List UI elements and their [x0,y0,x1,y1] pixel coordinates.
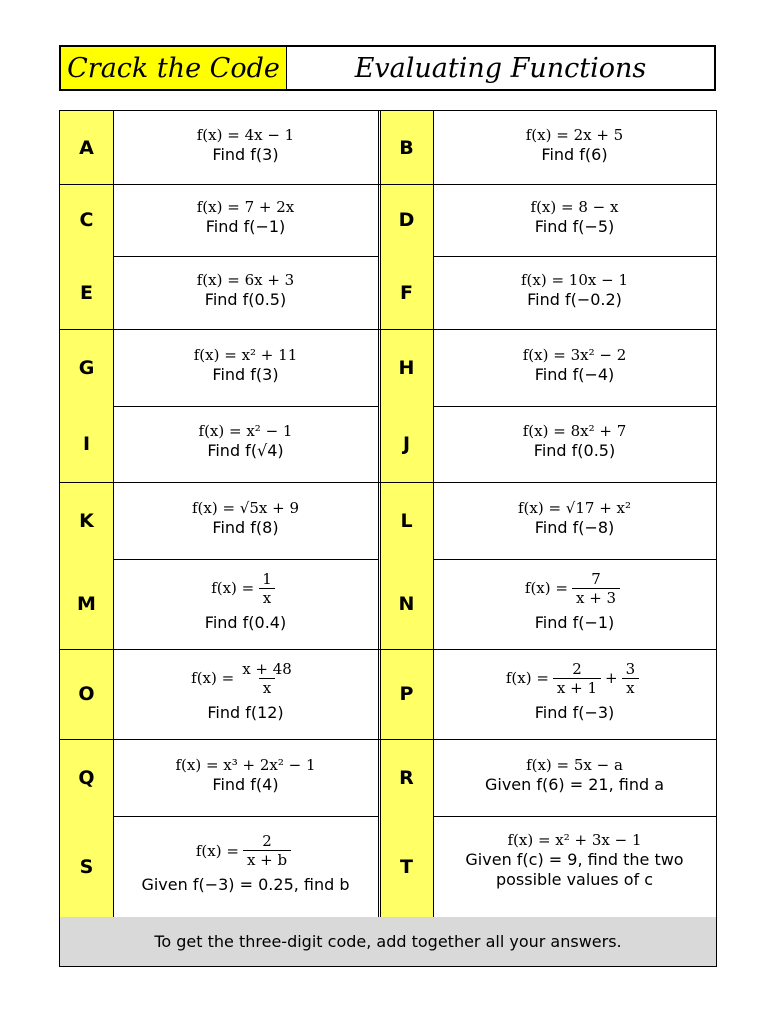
task-text: Find f(12) [207,702,284,722]
letter-f: F [400,281,413,304]
fraction [238,660,296,697]
letter-o: O [78,683,95,705]
evaluating-functions-title: Evaluating Functions [286,45,716,91]
question-d [433,184,716,256]
fraction [572,570,620,607]
letter-h: H [398,356,415,379]
task-text: Find f(3) [212,364,279,384]
letter-q: Q [78,766,95,789]
function-lhs: f(x) = [505,669,549,687]
question-t [433,816,716,917]
letter-m: M [77,593,96,615]
denominator: x + 3 [572,588,620,607]
letter-k: K [79,509,94,532]
fraction [622,660,640,697]
fraction [243,832,291,869]
question-m [113,559,378,649]
question-r [433,739,716,816]
crack-the-code-title: Crack the Code [59,45,288,91]
question-c [113,184,378,256]
task-text: Find f(−5) [534,217,615,236]
question-q [113,739,378,816]
task-text: Find f(3) [212,144,279,164]
task-text: Given f(−3) = 0.25, find b [141,875,350,894]
task-text: Find f(−3) [534,702,615,722]
task-text: Find f(4) [212,774,279,794]
task-text: Find f(√4) [207,441,284,460]
letter-p: P [399,683,414,705]
question-o [113,649,378,739]
function-definition: f(x) = x² + 3x − 1 [507,830,642,849]
function-definition: f(x) = 2x + 5 [525,125,624,144]
function-lhs: f(x) = [191,669,235,687]
divider [378,111,379,917]
letter-g: G [78,356,95,379]
letter-j: J [402,433,411,455]
task-text: Find f(8) [212,517,279,537]
letter-d: D [398,209,415,231]
question-e [113,256,378,329]
letter-e: E [80,281,93,304]
letter-a: A [79,136,94,159]
function-definition: f(x) = 8 − x [530,198,619,216]
letter-t: T [400,855,413,878]
denominator: x [259,588,275,607]
denominator: x + 1 [553,678,601,697]
task-text: Find f(−8) [534,517,615,537]
function-definition [506,660,643,697]
denominator: x [622,678,638,697]
question-l [433,482,716,559]
letter-l: L [400,509,413,532]
function-definition: f(x) = 10x − 1 [520,270,628,289]
question-n [433,559,716,649]
denominator: x [259,678,275,697]
task-text: possible values of c [495,869,654,889]
function-definition: f(x) = 3x² − 2 [522,345,627,364]
task-text: Find f(0.5) [533,441,616,460]
function-definition: f(x) = 7 + 2x [196,198,295,216]
footer-instruction: To get the three-digit code, add together all your answers. [60,917,716,966]
function-lhs: f(x) = [211,579,255,597]
numerator: 2 [572,659,582,678]
question-i [113,406,378,482]
numerator: 2 [262,832,272,850]
numerator: 3 [625,659,636,678]
function-definition: f(x) = 8x² + 7 [522,422,627,440]
question-g [113,329,378,406]
question-h [433,329,716,406]
plus-sign: + [605,669,618,687]
numerator: 1 [262,569,272,588]
function-lhs: f(x) = [524,579,568,597]
function-definition [211,570,280,607]
task-text: Given f(c) = 9, find the two [465,849,684,869]
task-text: Find f(−4) [534,364,615,384]
denominator: x + b [243,850,291,869]
function-definition [191,660,300,697]
task-text: Find f(0.5) [204,289,287,309]
task-text: Find f(−1) [205,217,286,236]
function-definition [525,570,624,607]
question-p [433,649,716,739]
fraction [258,570,276,607]
function-definition: f(x) = x³ + 2x² − 1 [175,755,316,774]
question-b [433,111,716,184]
letter-n: N [398,593,415,615]
function-definition: f(x) = √5x + 9 [191,498,300,517]
task-text: Find f(6) [541,144,608,164]
function-definition: f(x) = 5x − a [526,755,623,774]
task-text: Given f(6) = 21, find a [484,774,665,794]
numerator: x + 48 [242,659,292,678]
function-lhs: f(x) = [195,841,239,860]
letter-b: B [399,136,414,159]
function-definition: f(x) = √17 + x² [517,498,632,517]
task-text: Find f(−0.2) [527,289,622,309]
function-definition: f(x) = x² − 1 [198,422,293,440]
question-f [433,256,716,329]
task-text: Find f(−1) [534,612,615,632]
letter-c: C [79,209,94,231]
question-a [113,111,378,184]
question-k [113,482,378,559]
function-definition [196,832,295,869]
fraction [553,660,601,697]
function-definition: f(x) = 4x − 1 [196,125,295,144]
task-text: Find f(0.4) [204,612,287,632]
question-j [433,406,716,482]
function-definition: f(x) = x² + 11 [193,345,298,364]
numerator: 7 [591,569,601,588]
question-s [113,816,378,917]
letter-r: R [399,766,414,789]
letter-s: S [79,855,94,878]
letter-i: I [82,433,91,455]
function-definition: f(x) = 6x + 3 [196,270,295,289]
